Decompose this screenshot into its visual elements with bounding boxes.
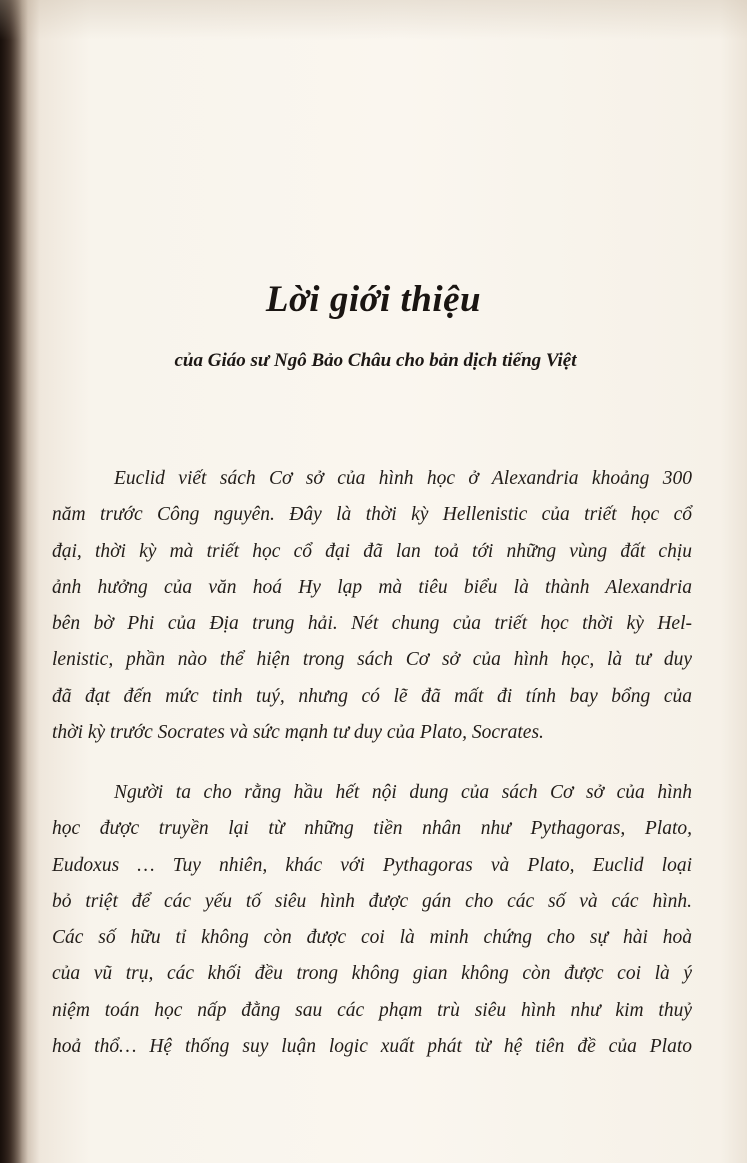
paragraph-line: đã đạt đến mức tinh tuý, nhưng có lẽ đã mất đi tính bay bổng của xyxy=(52,685,692,707)
paragraph-line: bên bờ Phi của Địa trung hải. Nét chung của triết học thời kỳ Hel- xyxy=(52,613,692,635)
paragraph-line: Các số hữu tỉ không còn được coi là minh chứng cho sự hài hoà xyxy=(52,927,692,949)
paragraph-1 xyxy=(52,461,692,751)
page-subtitle: của Giáo sư Ngô Bảo Châu cho bản dịch tiếng Việt xyxy=(174,350,577,371)
paragraph-line: niệm toán học nấp đằng sau các phạm trù siêu hình như kim thuỷ xyxy=(52,999,692,1021)
paragraph-line: của vũ trụ, các khối đều trong không gian không còn được coi là ý xyxy=(52,963,692,985)
paragraph-line: lenistic, phần nào thể hiện trong sách Cơ sở của hình học, là tư duy xyxy=(52,649,692,671)
paragraph-line: Eudoxus … Tuy nhiên, khác với Pythagoras và Plato, Euclid loại xyxy=(52,854,692,876)
paragraph-2 xyxy=(52,775,692,1065)
paragraph-line: hoả thổ… Hệ thống suy luận logic xuất phát từ hệ tiên đề của Plato xyxy=(52,1036,692,1058)
paragraph-line: Người ta cho rằng hầu hết nội dung của sách Cơ sở của hình xyxy=(114,782,692,803)
book-spine-shadow xyxy=(0,0,28,1163)
paragraph-line: bỏ triệt để các yếu tố siêu hình được gán cho các số và các hình. xyxy=(52,890,692,912)
paragraph-line: thời kỳ trước Socrates và sức mạnh tư duy của Plato, Socrates. xyxy=(52,722,544,744)
paragraph-line: năm trước Công nguyên. Đây là thời kỳ Hellenistic của triết học cổ xyxy=(52,504,692,526)
paragraph-line: học được truyền lại từ những tiền nhân như Pythagoras, Plato, xyxy=(52,818,692,840)
paragraph-line: ảnh hưởng của văn hoá Hy lạp mà tiêu biểu là thành Alexandria xyxy=(52,576,692,598)
paragraph-line: đại, thời kỳ mà triết học cổ đại đã lan toả tới những vùng đất chịu xyxy=(52,540,692,562)
paragraph-line: Euclid viết sách Cơ sở của hình học ở Alexandria khoảng 300 xyxy=(114,468,692,489)
page-top-shade xyxy=(0,0,747,40)
page-title: Lời giới thiệu xyxy=(265,279,482,320)
